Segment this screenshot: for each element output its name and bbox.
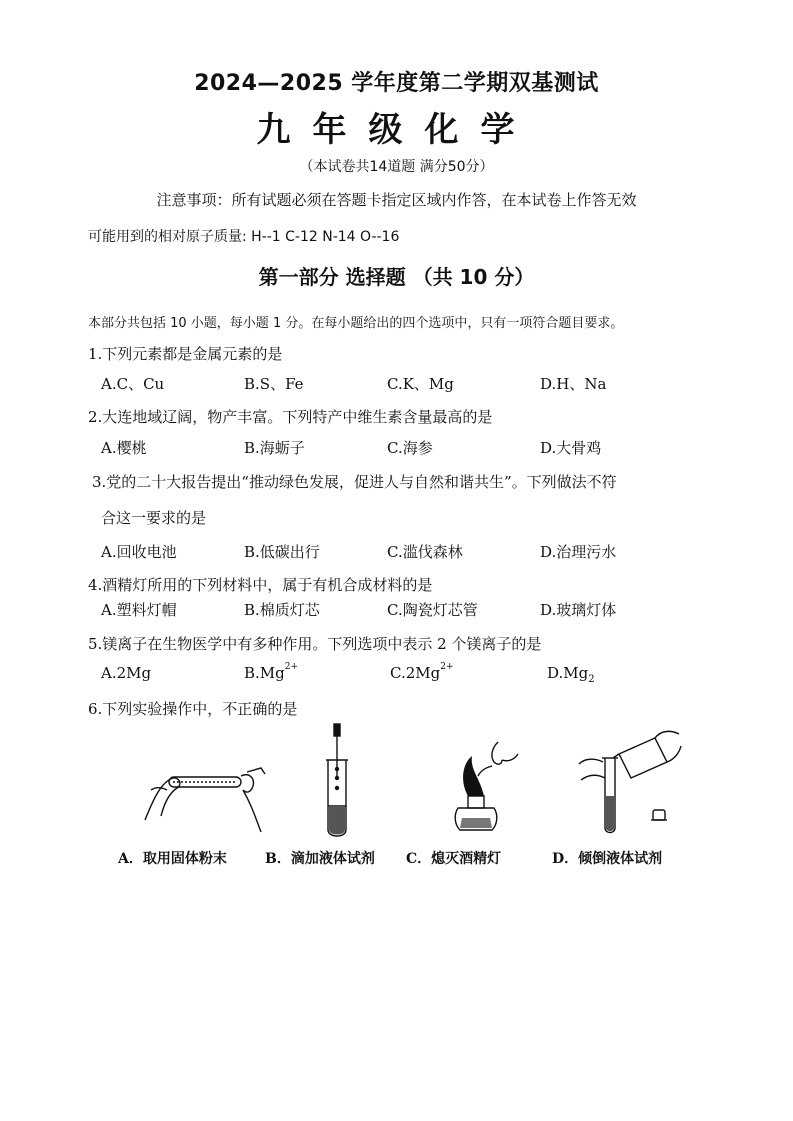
option-a: A.樱桃 [101, 439, 147, 457]
question-stem: 1.下列元素都是金属元素的是 [88, 345, 283, 363]
question-stem-cont: 合这一要求的是 [101, 509, 207, 527]
figure-caption-d: D．倾倒液体试剂 [552, 851, 663, 867]
figure-caption-c: C．熄灭酒精灯 [406, 851, 502, 867]
option-b: B.S、Fe [244, 375, 304, 393]
dropper-tube-illustration [312, 722, 362, 840]
test-tube-powder-illustration [143, 760, 268, 840]
subscript: 2 [588, 674, 595, 685]
part-instructions: 本部分共包括 10 小题，每小题 1 分。在每小题给出的四个选项中，只有一项符合题目要求。 [88, 316, 624, 331]
exam-notice: 注意事项：所有试题必须在答题卡指定区域内作答，在本试卷上作答无效 [156, 191, 637, 209]
option-c: C.海参 [387, 439, 433, 457]
option-d: $D.Mg_2$ [547, 664, 595, 685]
option-c: C.陶瓷灯芯管 [387, 601, 478, 619]
question-stem: 6.下列实验操作中，不正确的是 [88, 700, 298, 718]
option-c: C.滥伐森林 [387, 543, 463, 561]
exam-subtitle: （本试卷共14道题 满分50分） [299, 159, 494, 175]
option-a: A.2Mg [101, 664, 152, 682]
alcohol-lamp-illustration [440, 738, 530, 834]
option-c: $C.2Mg^{2+}$ [390, 662, 454, 682]
pouring-liquid-illustration [575, 724, 685, 836]
option-d: D.H、Na [540, 375, 607, 393]
option-b: $B.Mg^{2+}$ [244, 662, 299, 682]
figure-caption-b: B．滴加液体试剂 [265, 851, 375, 867]
option-a: A.回收电池 [101, 543, 177, 561]
question-stem: 5.镁离子在生物医学中有多种作用。下列选项中表示 2 个镁离子的是 [88, 635, 542, 653]
part-title: 第一部分 选择题 （共 10 分） [258, 265, 535, 289]
option-d: D.治理污水 [540, 543, 617, 561]
atomic-mass-line: 可能用到的相对原子质量: H--1 C-12 N-14 O--16 [88, 229, 400, 245]
option-b: B.低碳出行 [244, 543, 320, 561]
question-stem: 3.党的二十大报告提出“推动绿色发展，促进人与自然和谐共生”。下列做法不符 [92, 473, 617, 491]
question-stem: 4.酒精灯所用的下列材料中，属于有机合成材料的是 [88, 576, 433, 594]
exam-subject: 九年级化学 [256, 110, 537, 150]
question-stem: 2.大连地域辽阔，物产丰富。下列特产中维生素含量最高的是 [88, 408, 493, 426]
option-b: B.海蛎子 [244, 439, 305, 457]
charge-superscript: 2+ [440, 662, 454, 672]
figure-caption-a: A．取用固体粉末 [118, 851, 227, 867]
option-d: D.玻璃灯体 [540, 601, 617, 619]
option-b: B.棉质灯芯 [244, 601, 320, 619]
option-a: A.塑料灯帽 [101, 601, 177, 619]
option-a: A.C、Cu [101, 375, 165, 393]
option-c: C.K、Mg [387, 375, 454, 393]
charge-superscript: 2+ [284, 662, 299, 672]
option-d: D.大骨鸡 [540, 439, 602, 457]
exam-title: 2024—2025 学年度第二学期双基测试 [194, 71, 599, 96]
